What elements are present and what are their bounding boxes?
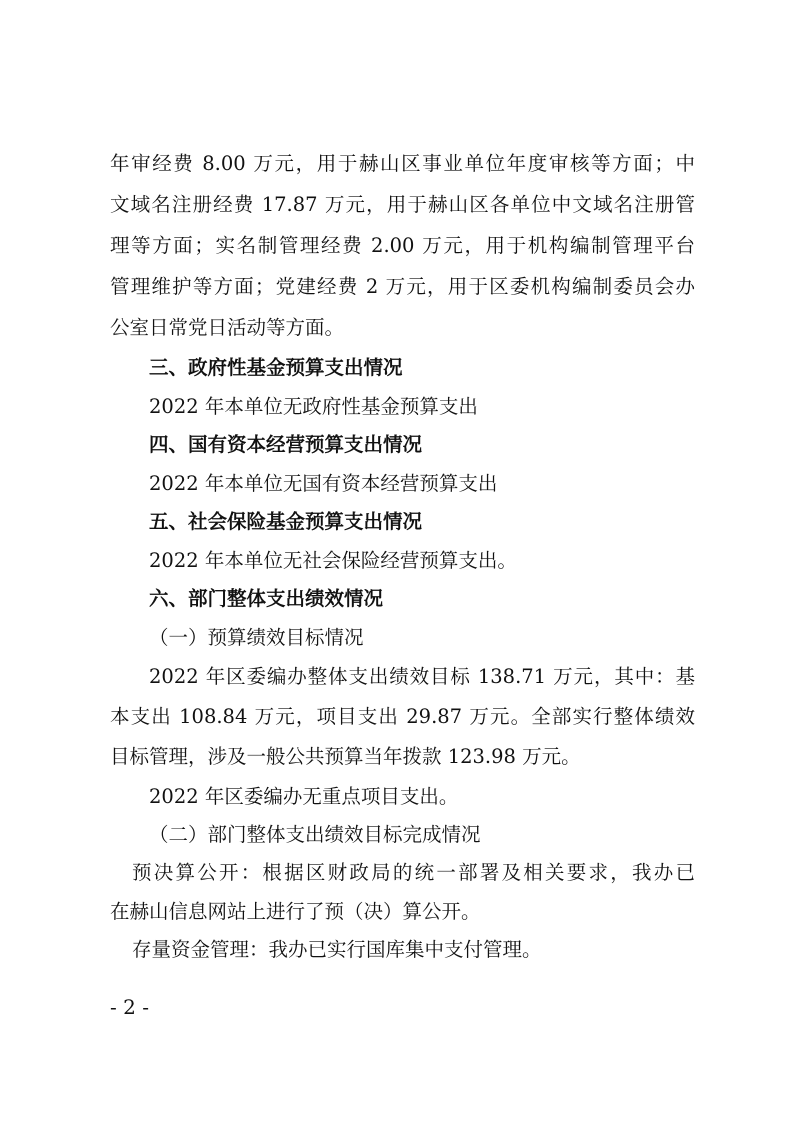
paragraph-1-line-3: 理等方面；实名制管理经费 2.00 万元，用于机构编制管理平台 [110, 234, 695, 257]
section-3-heading: 三、政府性基金预算支出情况 [149, 356, 403, 379]
paragraph-1-line-5: 公室日常党日活动等方面。 [110, 316, 345, 339]
paragraph-1-line-1: 年审经费 8.00 万元，用于赫山区事业单位年度审核等方面；中 [110, 152, 695, 175]
section-6-sub-1-note: 2022 年区委编办无重点项目支出。 [149, 785, 459, 808]
section-6-sub-1-line-3: 目标管理，涉及一般公共预算当年拨款 123.98 万元。 [110, 745, 581, 768]
section-6-sub-2-paragraph-a-line-1: 预决算公开：根据区财政局的统一部署及相关要求，我办已 [132, 861, 695, 884]
section-6-sub-1-title: （一）预算绩效目标情况 [149, 626, 364, 649]
section-4-heading: 四、国有资本经营预算支出情况 [149, 433, 423, 456]
paragraph-1-line-4: 管理维护等方面；党建经费 2 万元，用于区委机构编制委员会办 [110, 275, 695, 298]
page-number: - 2 - [110, 995, 149, 1019]
section-4-text: 2022 年本单位无国有资本经营预算支出 [149, 472, 498, 495]
section-6-sub-1-line-2: 本支出 108.84 万元，项目支出 29.87 万元。全部实行整体绩效 [110, 705, 695, 728]
section-5-heading: 五、社会保险基金预算支出情况 [149, 510, 423, 533]
paragraph-1-line-2: 文域名注册经费 17.87 万元，用于赫山区各单位中文域名注册管 [110, 193, 695, 216]
section-6-sub-1-line-1: 2022 年区委编办整体支出绩效目标 138.71 万元，其中：基 [149, 665, 695, 688]
section-3-text: 2022 年本单位无政府性基金预算支出 [149, 395, 478, 418]
section-6-sub-2-title: （二）部门整体支出绩效目标完成情况 [149, 823, 481, 846]
section-6-heading: 六、部门整体支出绩效情况 [149, 587, 384, 610]
section-6-sub-2-paragraph-b: 存量资金管理：我办已实行国库集中支付管理。 [132, 938, 542, 961]
section-5-text: 2022 年本单位无社会保险经营预算支出。 [149, 549, 517, 572]
section-6-sub-2-paragraph-a-line-2: 在赫山信息网站上进行了预（决）算公开。 [110, 900, 481, 923]
